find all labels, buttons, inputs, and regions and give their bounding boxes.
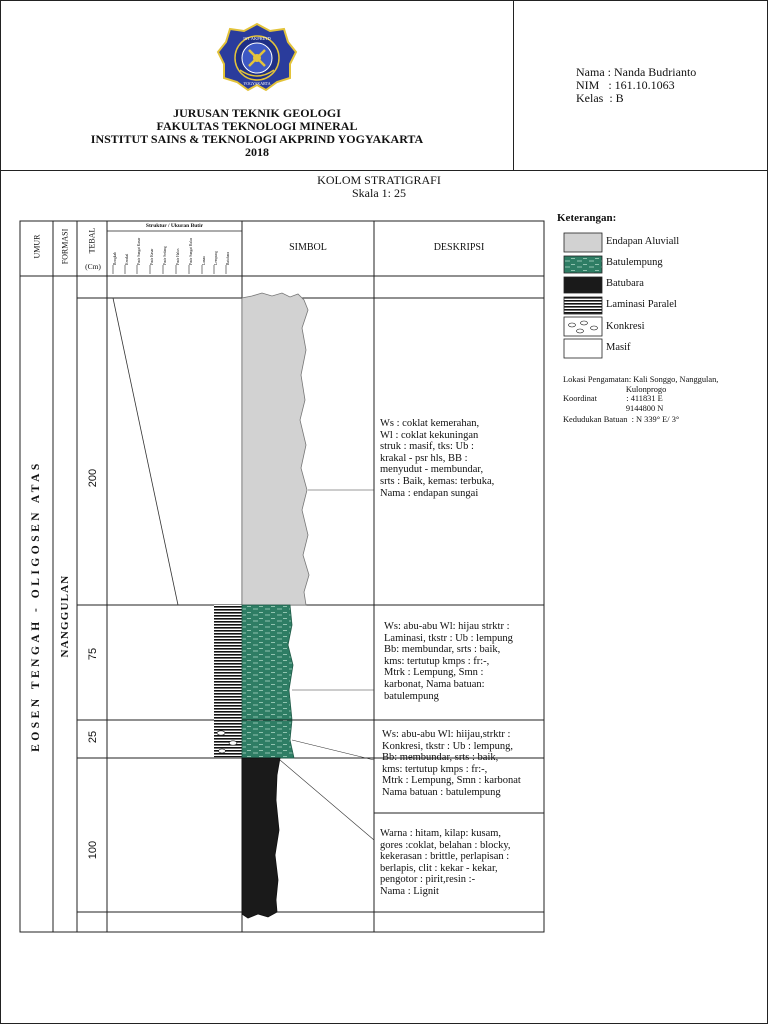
grain-size-label: Pasir Sedang (163, 246, 167, 265)
thickness-layer-2: 75 (87, 647, 99, 661)
age-label: EOSEN TENGAH - OLIGOSEN ATAS (30, 460, 42, 752)
concretion-pattern (214, 720, 242, 758)
legend-swatch-coal (564, 277, 602, 293)
thickness-layer-4: 100 (87, 840, 99, 860)
legend-swatch-alluvial (564, 233, 602, 252)
alluvial-grain-profile (113, 298, 178, 605)
grain-size-label: Kerakal (125, 253, 129, 265)
grain-size-ticks (113, 265, 226, 274)
legend-label-alluvial: Endapan Aluviall (606, 236, 680, 247)
legend-label-claystone: Batulempung (606, 257, 663, 268)
location-coordinates: Koordinat : 411831 E 9144800 N (563, 394, 664, 413)
header-institute: INSTITUT SAINS & TEKNOLOGI AKPRIND YOGYAKARTA (90, 132, 424, 146)
legend-title: Keterangan: (557, 212, 617, 224)
column-title: KOLOM STRATIGRAFI (317, 173, 441, 187)
legend-label-massive: Masif (606, 342, 631, 353)
formation-label: NANGGULAN (59, 574, 71, 658)
col-header-deskripsi: DESKRIPSI (433, 242, 485, 253)
thickness-layer-1: 200 (87, 468, 99, 488)
description-layer-1: Ws : coklat kemerahan, Wl : coklat kekuningan struk : masif, tks: Ub : krakal - psr hls, BB : menyudut - membundar, srts : Baik, kemas: terbuka, Nama : endapan sungai (380, 418, 495, 499)
grain-size-label: Lempung (214, 251, 218, 265)
description-layer-2: Ws: abu-abu Wl: hijau strktr : Laminasi, tkstr : Ub : lempung Bb: membundar, srts : baik, kms: tertutup kmps : fr:-, Mtrk : Lempung, Smn : karbonat, Nama batuan: batulempung (384, 621, 513, 702)
col-header-tebal: TEBAL (87, 227, 97, 254)
header-dept: JURUSAN TEKNIK GEOLOGI (173, 106, 341, 120)
student-kelas: Kelas : B (576, 91, 624, 105)
grain-size-label: Pasir Sangat Halus (189, 237, 193, 265)
grain-size-label: Bongkah (113, 252, 117, 265)
description-layer-4: Warna : hitam, kilap: kusam, gores :coklat, belahan : blocky, kekerasan : brittle, perlapisan : berlapis, clit : kekar - kekar, pengotor : pirit,resin :- Nama : Lignit (380, 828, 511, 897)
thickness-layer-3: 25 (87, 730, 99, 744)
col-header-simbol: SIMBOL (289, 242, 327, 253)
legend-swatch-lamination (564, 297, 602, 314)
legend-swatch-claystone (564, 256, 602, 273)
logo-text-bottom: YOGYAKARTA (243, 81, 271, 86)
symbol-alluvial (242, 293, 309, 605)
col-header-umur: UMUR (32, 234, 42, 259)
legend-label-concretion: Konkresi (606, 321, 645, 332)
header-year: 2018 (245, 145, 269, 159)
student-nim: NIM : 161.10.1063 (576, 78, 675, 92)
col-header-struktur: Struktur / Ukuran Butir (145, 223, 204, 229)
description-layer-3: Ws: abu-abu Wl: hiijau,strktr : Konkresi, tkstr : Ub : lempung, Bb: membundar, srts : baik, kms: tertutup kmps : fr:-, Mtrk : Lempung, Smn : karbonat Nama batuan : batulempung (382, 729, 521, 798)
symbol-claystone (242, 605, 294, 758)
symbol-coal (242, 758, 280, 918)
lamination-pattern (214, 605, 242, 720)
student-name: Nama : Nanda Budrianto (576, 65, 697, 79)
logo-text-top: IST AKPRIND (243, 36, 271, 41)
grain-size-label: Pasir Kasar (150, 248, 154, 265)
grain-size-label: Pasir Sangat Kasar (137, 237, 141, 265)
grain-size-label: Batubara (226, 252, 230, 265)
legend-swatch-massive (564, 339, 602, 358)
grain-size-label: Pasir Halus (176, 248, 180, 265)
location-attitude: Kedudukan Batuan : N 339° E/ 3° (563, 415, 680, 424)
col-header-tebal-unit: (Cm) (85, 262, 101, 271)
header-faculty: FAKULTAS TEKNOLOGI MINERAL (156, 119, 358, 133)
grain-size-label: Lanau (202, 256, 206, 265)
column-scale: Skala 1: 25 (352, 186, 406, 200)
legend-label-coal: Batubara (606, 278, 644, 289)
col-header-formasi: FORMASI (60, 228, 70, 265)
location-site: Lokasi Pengamatan: Kali Songgo, Nanggulan, Kulonprogo (563, 375, 719, 394)
legend-label-lamination: Laminasi Paralel (606, 299, 677, 310)
